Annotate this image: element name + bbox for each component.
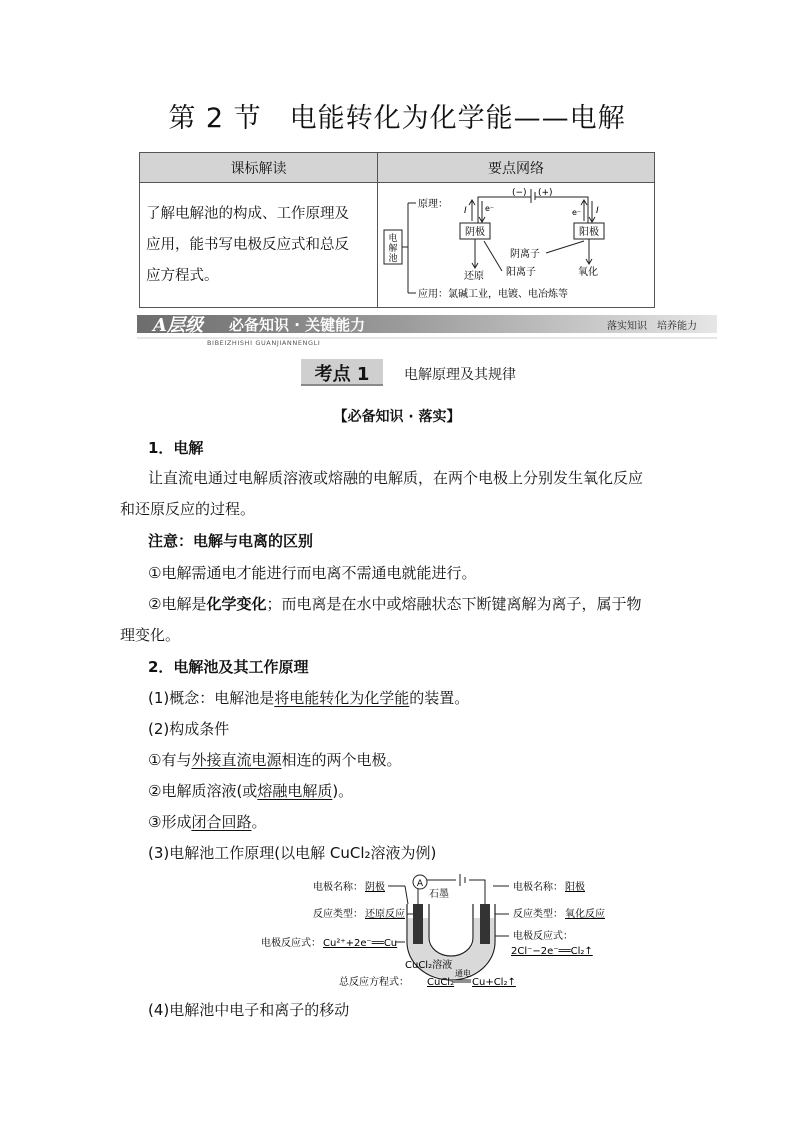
left-name-value: 阴极 [365, 882, 385, 893]
network-diagram [378, 183, 654, 307]
right-name-value: 阳极 [565, 882, 585, 893]
electrolysis-cell-diagram [255, 870, 605, 992]
anode-electrode [480, 904, 490, 944]
note-item: ②电解是化学变化；而电离是在水中或熔融状态下断键离解为离子，属于物 [148, 595, 642, 613]
section-heading: 【必备知识 · 落实】 [333, 409, 461, 425]
pointer-line [405, 886, 408, 904]
standards-text: 了解电解池的构成、工作原理及 应用，能书写电极反应式和总反 应方程式。 [140, 183, 378, 308]
paragraph-line: 让直流电通过电解质溶液或熔融的电解质，在两个电极上分别发生氧化反应 [148, 469, 644, 487]
anode-label: 阳极 [579, 227, 599, 238]
paragraph-line: 和还原反应的过程。 [120, 500, 256, 518]
level-banner [137, 311, 717, 347]
cathode-electrode [413, 904, 423, 944]
banner-title: 必备知识 · 关键能力 [229, 316, 366, 334]
condition-item: ①有与外接直流电源相连的两个电极。 [148, 751, 402, 769]
electrode-material-label: 石墨 [429, 889, 449, 900]
page-title: 第 2 节 电能转化为化学能——电解 [168, 103, 626, 134]
total-eq-products: Cu+Cl₂↑ [472, 977, 516, 988]
power-plus: (+) [538, 188, 553, 198]
subheading: (2)构成条件 [148, 720, 230, 738]
bracket-line [402, 203, 416, 293]
power-minus: (−) [512, 188, 527, 198]
note-item-continuation: 理变化。 [120, 626, 181, 644]
total-eq-label: 总反应方程式： [339, 977, 409, 988]
principle-label: 原理： [418, 199, 448, 210]
header-standards: 课标解读 [140, 153, 378, 183]
application-label: 应用：氯碱工业，电镀、电冶炼等 [418, 289, 568, 300]
note-heading: 注意：电解与电离的区别 [148, 532, 314, 550]
u-tube-inner [429, 904, 473, 956]
ammeter-label: A [416, 879, 424, 889]
network-diagram-cell [378, 183, 655, 308]
level-badge: A层级 [153, 315, 203, 336]
current-label-left: I [464, 206, 467, 216]
electron-label-left: e⁻ [485, 204, 495, 213]
cation-label: 阳离子 [506, 267, 536, 278]
left-name-label: 电极名称： [313, 882, 363, 893]
concept-line: (1)概念：电解池是将电能转化为化学能的装置。 [148, 689, 470, 707]
subheading: (3)电解池工作原理(以电解 CuCl₂溶液为例) [148, 844, 437, 862]
topic-badge: 考点 1 [301, 359, 383, 386]
note-item: ①电解需通电才能进行而电离不需通电就能进行。 [148, 564, 477, 582]
condition-item: ②电解质溶液(或熔融电解质)。 [148, 782, 354, 800]
anion-label: 阴离子 [510, 249, 540, 260]
left-eq-label: 电极反应式： [261, 938, 321, 949]
cell-box-char: 电 [388, 234, 398, 244]
right-type-value: 氧化反应 [565, 909, 605, 920]
condition-item: ③形成闭合回路。 [148, 813, 267, 831]
heading-electrolysis: 1．电解 [148, 439, 204, 457]
heading-cell: 2．电解池及其工作原理 [148, 658, 309, 676]
cathode-label: 阴极 [465, 227, 485, 238]
topic-title: 电解原理及其规律 [404, 367, 516, 383]
subheading: (4)电解池中电子和离子的移动 [148, 1001, 350, 1019]
right-type-label: 反应类型： [513, 909, 563, 920]
current-label-right: I [596, 206, 599, 216]
left-type-label: 反应类型： [313, 909, 363, 920]
left-type-value: 还原反应 [365, 909, 405, 920]
anion-arrow [546, 241, 584, 253]
header-network: 要点网络 [378, 153, 655, 183]
right-name-label: 电极名称： [513, 882, 563, 893]
right-eq-value: 2Cl⁻−2e⁻══Cl₂↑ [511, 946, 593, 957]
electron-label-right: e⁻ [572, 208, 582, 217]
cation-arrow [484, 241, 502, 271]
banner-pinyin: BIBEIZHISHI GUANJIANNENGLI [207, 339, 321, 347]
oxidation-label: 氧化 [578, 267, 598, 278]
reduction-label: 还原 [464, 271, 484, 282]
total-eq-condition: 通电 [455, 969, 471, 978]
standards-table [139, 152, 655, 308]
total-eq-reactant: CuCl₂ [427, 977, 455, 988]
solution-label: CuCl₂溶液 [405, 960, 453, 971]
cell-box-char: 解 [388, 244, 398, 254]
right-eq-label: 电极反应式： [513, 931, 573, 942]
banner-right-slogan: 落实知识 培养能力 [607, 321, 697, 332]
left-eq-value: Cu²⁺+2e⁻══Cu [323, 938, 398, 949]
cell-box-char: 池 [388, 254, 398, 264]
